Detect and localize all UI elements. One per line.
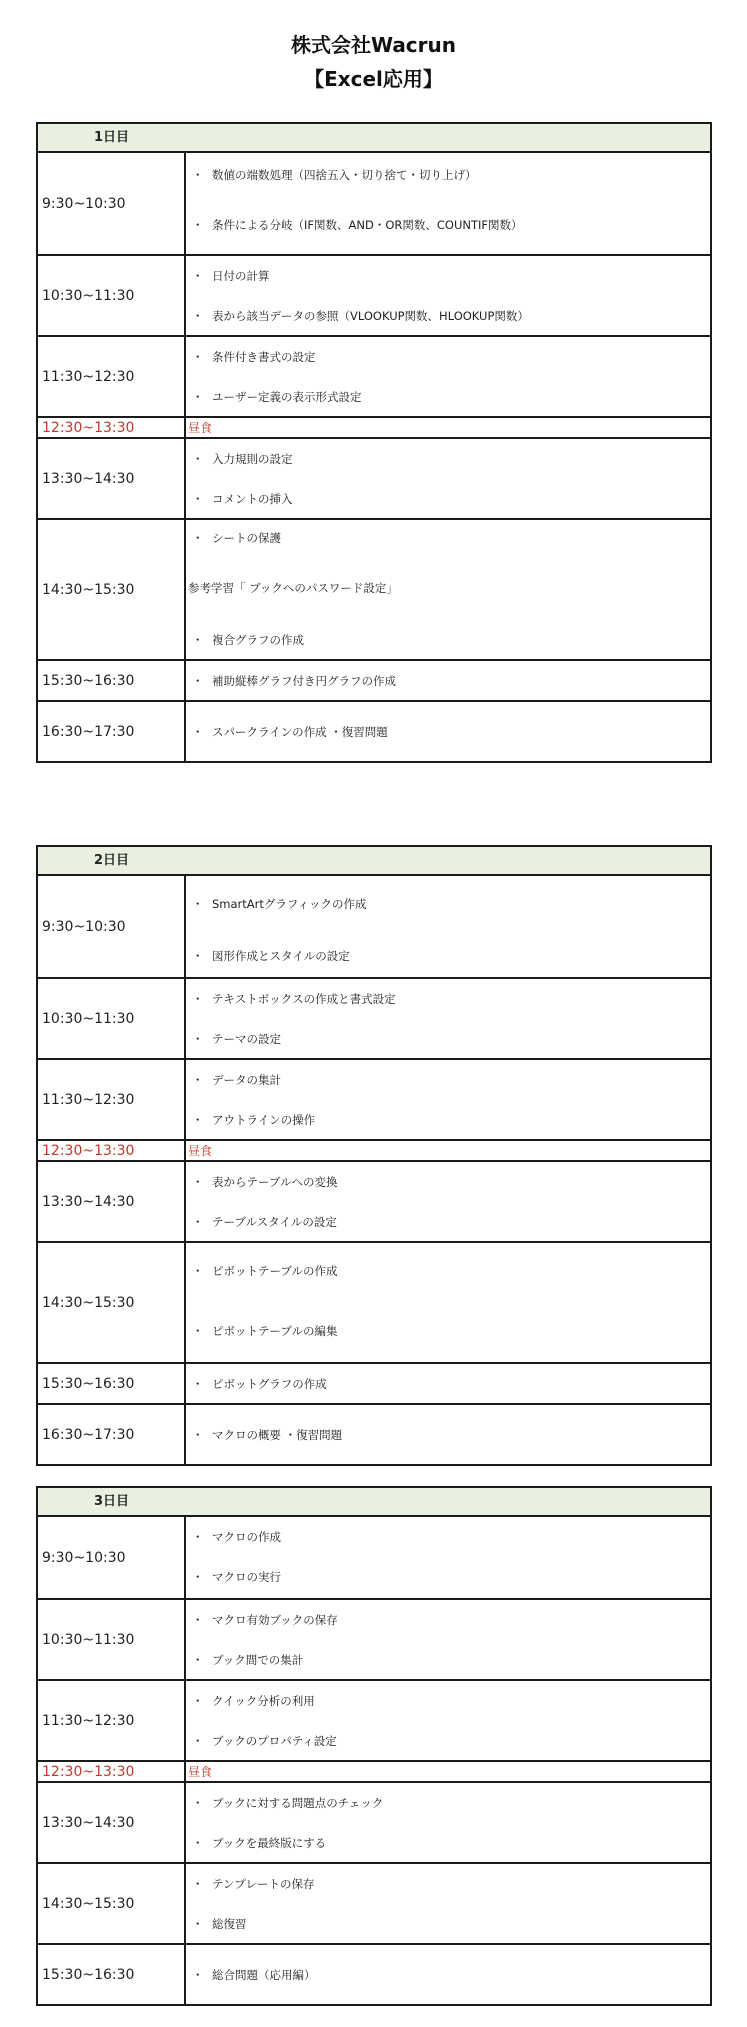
schedule-row (38, 977, 710, 1058)
topic-item (192, 1652, 303, 1668)
topic-text: テンプレートの保存 (212, 1877, 315, 1891)
bullet: ・ (192, 1836, 204, 1850)
time-slot: 14:30~15:30 (38, 1243, 186, 1362)
bullet: ・ (192, 1032, 204, 1046)
topic-text: ピボットグラフの作成 (212, 1377, 327, 1391)
document-title (0, 28, 747, 96)
topic-item (192, 451, 293, 467)
topic-item (192, 1174, 337, 1190)
bullet: ・ (192, 1264, 204, 1278)
topics-cell (186, 661, 710, 700)
topic-item (192, 1693, 315, 1709)
schedule-row (38, 659, 710, 700)
topic-text: 複合グラフの作成 (212, 633, 304, 647)
time-slot: 12:30~13:30 (38, 418, 186, 437)
schedule-row (38, 1781, 710, 1862)
time-slot: 13:30~14:30 (38, 1783, 186, 1862)
time-slot: 9:30~10:30 (38, 1517, 186, 1598)
bullet: ・ (192, 1613, 204, 1627)
bullet: ・ (192, 1073, 204, 1087)
topic-text: 入力規則の設定 (212, 452, 293, 466)
topics-cell (186, 702, 710, 761)
topic-text: 数値の端数処理（四捨五入・切り捨て・切り上げ） (212, 168, 477, 182)
bullet: ・ (192, 1694, 204, 1708)
topic-item (192, 1112, 315, 1128)
topic-item (192, 1795, 383, 1811)
bullet: ・ (192, 1113, 204, 1127)
bullet: ・ (192, 1968, 204, 1982)
time-slot: 13:30~14:30 (38, 1162, 186, 1241)
topic-item (192, 724, 388, 740)
schedule-row (38, 1362, 710, 1403)
topics-cell (186, 1945, 710, 2004)
reference-study: 参考学習「 ブックへのパスワード設定」 (188, 581, 398, 595)
time-slot: 14:30~15:30 (38, 1864, 186, 1943)
topics-cell (186, 876, 710, 977)
time-slot: 11:30~12:30 (38, 337, 186, 416)
schedule-row (38, 1517, 710, 1598)
time-slot: 10:30~11:30 (38, 979, 186, 1058)
topic-text: 表から該当データの参照（VLOOKUP関数、HLOOKUP関数） (212, 309, 529, 323)
topic-text: 総合問題（応用編） (212, 1968, 316, 1982)
topic-item (192, 167, 477, 183)
topics-cell (186, 1060, 710, 1139)
course-name: 【Excel応用】 (304, 67, 443, 91)
day-table (36, 1486, 712, 2006)
lunch-label: 昼食 (188, 1144, 213, 1158)
time-slot: 15:30~16:30 (38, 1945, 186, 2004)
lunch-row (38, 1760, 710, 1781)
topic-text: テーブルスタイルの設定 (212, 1215, 337, 1229)
bullet: ・ (192, 1175, 204, 1189)
schedule-row (38, 518, 710, 659)
bullet: ・ (192, 269, 204, 283)
topic-text: マクロの作成 (212, 1530, 281, 1544)
topic-item (192, 1031, 281, 1047)
time-slot: 15:30~16:30 (38, 1364, 186, 1403)
topic-item (192, 1916, 247, 1932)
schedule-row (38, 1943, 710, 2004)
topic-text: テーマの設定 (212, 1032, 281, 1046)
topic-item (192, 896, 366, 912)
topics-cell (186, 1162, 710, 1241)
topic-item (192, 308, 529, 324)
schedule-row (38, 876, 710, 977)
time-slot: 14:30~15:30 (38, 520, 186, 659)
bullet: ・ (192, 949, 204, 963)
topic-text: コメントの挿入 (212, 492, 293, 506)
schedule-row (38, 335, 710, 416)
time-slot: 15:30~16:30 (38, 661, 186, 700)
schedule-row (38, 1403, 710, 1464)
schedule-row (38, 1241, 710, 1362)
topics-cell (186, 337, 710, 416)
topics-cell (186, 1783, 710, 1862)
topic-item (192, 1427, 342, 1443)
topics-cell (186, 256, 710, 335)
schedule-row (38, 1160, 710, 1241)
topics-cell (186, 1864, 710, 1943)
topic-text: ブックを最終版にする (212, 1836, 327, 1850)
bullet: ・ (192, 1877, 204, 1891)
topic-item (192, 1072, 281, 1088)
topics-cell (186, 1600, 710, 1679)
topic-text: ユーザー定義の表示形式設定 (212, 390, 362, 404)
topics-cell (186, 1517, 710, 1598)
topic-text: 条件による分岐（IF関数、AND・OR関数、COUNTIF関数） (212, 218, 523, 232)
bullet: ・ (192, 1215, 204, 1229)
topic-text: アウトラインの操作 (212, 1113, 316, 1127)
topic-text: 総復習 (212, 1917, 247, 1931)
topics-cell (186, 979, 710, 1058)
bullet: ・ (192, 168, 204, 182)
topic-item (192, 1569, 281, 1585)
topic-item (192, 1323, 337, 1339)
bullet: ・ (192, 531, 204, 545)
topics-cell (186, 1243, 710, 1362)
topic-text: 図形作成とスタイルの設定 (212, 949, 350, 963)
time-slot: 16:30~17:30 (38, 1405, 186, 1464)
schedule-row (38, 1058, 710, 1139)
bullet: ・ (192, 1917, 204, 1931)
topic-item (192, 948, 350, 964)
bullet: ・ (192, 1530, 204, 1544)
bullet: ・ (192, 992, 204, 1006)
lunch-row (38, 416, 710, 437)
bullet: ・ (192, 1734, 204, 1748)
topics-cell (186, 153, 710, 254)
topic-text: ピボットテーブルの編集 (212, 1324, 338, 1338)
time-slot: 16:30~17:30 (38, 702, 186, 761)
topics-cell (186, 1405, 710, 1464)
bullet: ・ (192, 1377, 204, 1391)
day-table (36, 122, 712, 763)
topic-text: 日付の計算 (212, 269, 270, 283)
day-header: 1日目 (38, 124, 710, 153)
day-header: 3日目 (38, 1488, 710, 1517)
topic-item (192, 1967, 316, 1983)
time-slot: 11:30~12:30 (38, 1681, 186, 1760)
bullet: ・ (192, 452, 204, 466)
schedule-row (38, 254, 710, 335)
time-slot: 9:30~10:30 (38, 876, 186, 977)
schedule-row (38, 700, 710, 761)
topics-cell (186, 520, 710, 659)
bullet: ・ (192, 1653, 204, 1667)
time-slot: 10:30~11:30 (38, 1600, 186, 1679)
topic-text: クイック分析の利用 (212, 1694, 315, 1708)
topic-item (192, 349, 316, 365)
topic-item (192, 491, 293, 507)
time-slot: 10:30~11:30 (38, 256, 186, 335)
topic-item (192, 530, 281, 546)
bullet: ・ (192, 218, 204, 232)
topic-item (192, 1376, 327, 1392)
topic-text: テキストボックスの作成と書式設定 (212, 992, 396, 1006)
topic-text: 条件付き書式の設定 (212, 350, 316, 364)
topic-item (192, 217, 523, 233)
topic-text: マクロ有効ブックの保存 (212, 1613, 338, 1627)
topic-text: シートの保護 (212, 531, 281, 545)
bullet: ・ (192, 1428, 204, 1442)
bullet: ・ (192, 350, 204, 364)
bullet: ・ (192, 390, 204, 404)
topic-text: データの集計 (212, 1073, 281, 1087)
time-slot: 11:30~12:30 (38, 1060, 186, 1139)
topic-item (192, 673, 396, 689)
schedule-row (38, 1862, 710, 1943)
topic-item (192, 1733, 337, 1749)
topic-text: SmartArtグラフィックの作成 (212, 897, 367, 911)
topic-text: ブックのプロパティ設定 (212, 1734, 337, 1748)
topic-text: マクロの概要 ・復習問題 (212, 1428, 343, 1442)
topic-item (192, 1835, 326, 1851)
bullet: ・ (192, 1796, 204, 1810)
time-slot: 9:30~10:30 (38, 153, 186, 254)
schedule-row (38, 1679, 710, 1760)
bullet: ・ (192, 897, 204, 911)
bullet: ・ (192, 674, 204, 688)
topic-text: スパークラインの作成 ・復習問題 (212, 725, 388, 739)
lunch-label: 昼食 (188, 421, 213, 435)
bullet: ・ (192, 492, 204, 506)
schedule-row (38, 437, 710, 518)
schedule-row (38, 153, 710, 254)
topic-item (192, 268, 270, 284)
bullet: ・ (192, 1324, 204, 1338)
time-slot: 12:30~13:30 (38, 1141, 186, 1160)
bullet: ・ (192, 725, 204, 739)
day-header: 2日目 (38, 847, 710, 876)
topic-text: マクロの実行 (212, 1570, 281, 1584)
topic-item (192, 389, 362, 405)
bullet: ・ (192, 309, 204, 323)
lunch-label: 昼食 (188, 1765, 213, 1779)
topic-item (192, 1529, 281, 1545)
topic-item (192, 991, 396, 1007)
company-name: 株式会社Wacrun (290, 33, 457, 57)
lunch-row (38, 1139, 710, 1160)
time-slot: 12:30~13:30 (38, 1762, 186, 1781)
bullet: ・ (192, 633, 204, 647)
topics-cell (186, 1364, 710, 1403)
topics-cell (186, 1681, 710, 1760)
topics-cell (186, 439, 710, 518)
topic-text: ブックに対する問題点のチェック (212, 1796, 384, 1810)
topic-text: 表からテーブルへの変換 (212, 1175, 338, 1189)
day-table (36, 845, 712, 1466)
topic-item (192, 1263, 337, 1279)
topic-item (192, 1214, 337, 1230)
topic-item (192, 632, 304, 648)
topic-item (192, 1876, 314, 1892)
topic-item (192, 1612, 338, 1628)
topic-text: ピボットテーブルの作成 (212, 1264, 338, 1278)
schedule-row (38, 1598, 710, 1679)
time-slot: 13:30~14:30 (38, 439, 186, 518)
topic-text: 補助縦棒グラフ付き円グラフの作成 (212, 674, 396, 688)
bullet: ・ (192, 1570, 204, 1584)
topic-text: ブック間での集計 (212, 1653, 304, 1667)
